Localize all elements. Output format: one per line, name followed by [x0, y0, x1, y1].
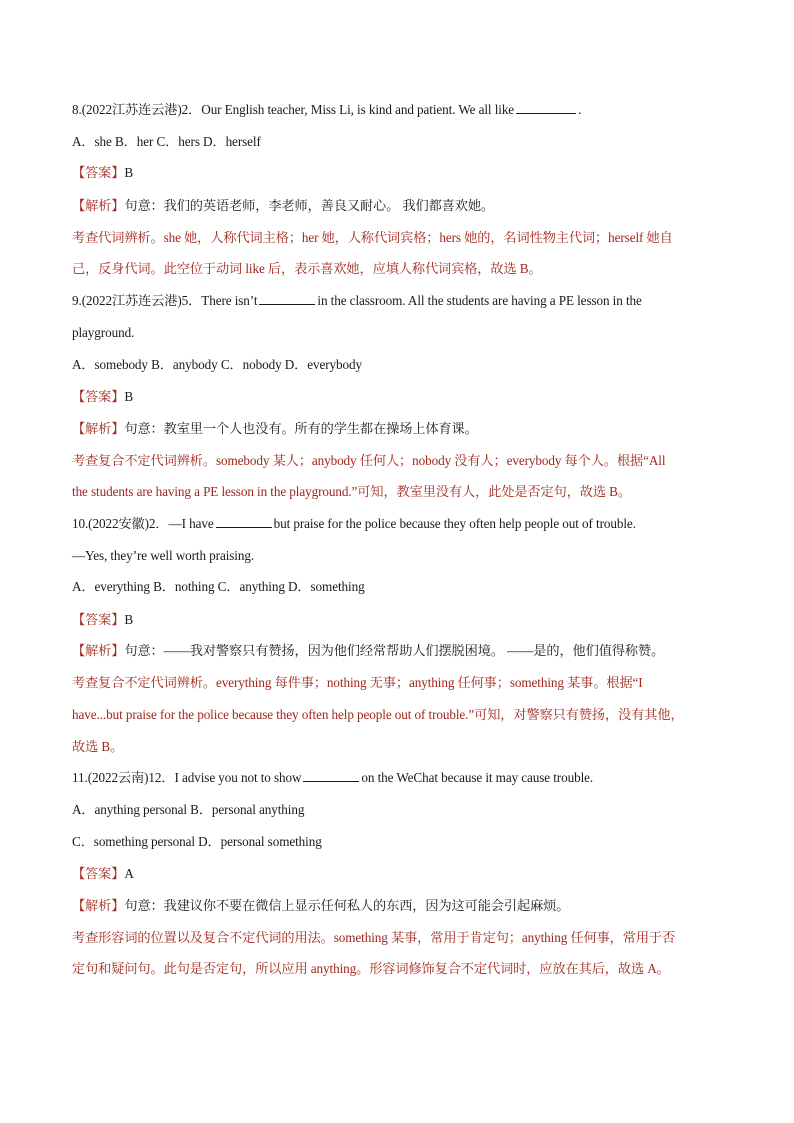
answer-value: B [124, 612, 134, 627]
question-10-meaning: 【解析】句意：——我对警察只有赞扬，因为他们经常帮助人们摆脱困境。 ——是的，他们值得称赞。 [72, 643, 665, 658]
analysis-label: 【解析】 [72, 198, 125, 213]
question-9-options: A．somebody B．anybody C．nobody D．everybody [72, 357, 363, 372]
question-11-options-2: C．something personal D．personal something [72, 834, 322, 849]
question-10-explanation-2: have...but praise for the police because they often help people out of trouble.”可知，对警察只有赞扬，没有其他， [72, 707, 684, 722]
question-10-explanation-1: 考查复合不定代词辨析。everything 每件事；nothing 无事；anything 任何事；something 某事。根据“I [72, 675, 643, 690]
answer-value: B [124, 389, 134, 404]
question-8-meaning: 【解析】句意：我们的英语老师，李老师，善良又耐心。 我们都喜欢她。 [72, 198, 495, 213]
answer-blank [303, 770, 359, 782]
question-9-stem-2: playground. [72, 325, 135, 340]
answer-blank [516, 102, 576, 114]
answer-blank [259, 293, 315, 305]
answer-blank [216, 516, 272, 528]
answer-label: 【答案】 [72, 612, 125, 627]
question-10-stem-2: —Yes, they’re well worth praising. [72, 548, 255, 563]
answer-label: 【答案】 [72, 165, 125, 180]
analysis-label: 【解析】 [72, 643, 125, 658]
question-10-stem: 10.(2022安徽)2．—I have but praise for the police because they often help people out of trouble. [72, 516, 636, 531]
answer-label: 【答案】 [72, 866, 125, 881]
question-11-answer [72, 864, 732, 884]
question-9-stem: 9.(2022江苏连云港)5．There isn’t in the classroom. All the students are having a PE lesson in the [72, 293, 642, 308]
answer-value: A [124, 866, 134, 881]
question-10-answer [72, 610, 732, 630]
analysis-label: 【解析】 [72, 898, 125, 913]
question-8-options: A．she B．her C．hers D．herself [72, 134, 261, 149]
question-9-explanation-2: the students are having a PE lesson in the playground.”可知，教室里没有人，此处是否定句，故选 B。 [72, 484, 631, 499]
question-9-answer [72, 387, 732, 407]
question-11-meaning: 【解析】句意：我建议你不要在微信上显示任何私人的东西，因为这可能会引起麻烦。 [72, 898, 570, 913]
question-8-explanation-2: 己，反身代词。此空位于动词 like 后，表示喜欢她，应填人称代词宾格，故选 B。 [72, 261, 542, 276]
question-11-stem: 11.(2022云南)12．I advise you not to show on the WeChat because it may cause trouble. [72, 770, 594, 785]
answer-label: 【答案】 [72, 389, 125, 404]
question-11-explanation-1: 考查形容词的位置以及复合不定代词的用法。something 某事，常用于肯定句；anything 任何事，常用于否 [72, 930, 676, 945]
question-10-options: A．everything B．nothing C．anything D．something [72, 579, 365, 594]
question-8-stem: 8.(2022江苏连云港)2．Our English teacher, Miss Li, is kind and patient. We all like . [72, 102, 582, 117]
question-8-stem-text: 8.(2022江苏连云港)2．Our English teacher, Miss Li, is kind and patient. We all like [72, 102, 515, 117]
question-11-options-1: A．anything personal B．personal anything [72, 802, 305, 817]
analysis-label: 【解析】 [72, 421, 125, 436]
answer-value: B [124, 165, 134, 180]
question-9-explanation-1: 考查复合不定代词辨析。somebody 某人；anybody 任何人；nobody 没有人；everybody 每个人。根据“All [72, 453, 666, 468]
question-11-explanation-2: 定句和疑问句。此句是否定句，所以应用 anything。形容词修饰复合不定代词时，应放在其后，故选 A。 [72, 961, 670, 976]
question-9-meaning: 【解析】句意：教室里一个人也没有。所有的学生都在操场上体育课。 [72, 421, 478, 436]
question-8-answer [72, 163, 732, 183]
question-10-explanation-3: 故选 B。 [72, 739, 124, 754]
question-8-explanation-1: 考查代词辨析。she 她，人称代词主格；her 她，人称代词宾格；hers 她的，名词性物主代词；herself 她自 [72, 230, 673, 245]
